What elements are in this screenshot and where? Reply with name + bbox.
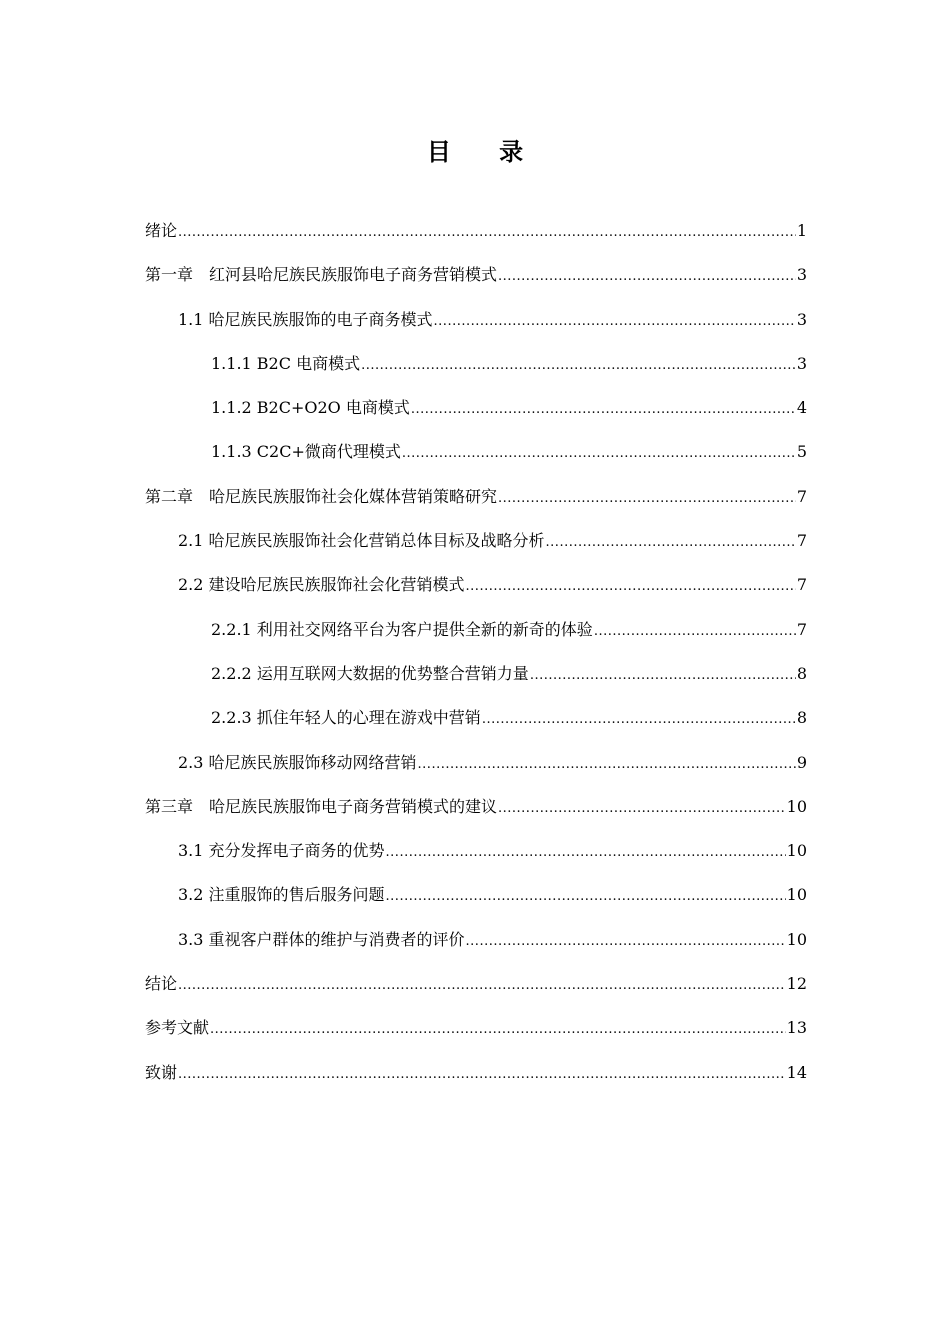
toc-entry[interactable] bbox=[145, 878, 807, 922]
toc-page-number: 10 bbox=[786, 841, 807, 861]
toc-dot-leader bbox=[498, 482, 796, 516]
toc-page-number: 14 bbox=[786, 1062, 807, 1082]
toc-entry[interactable] bbox=[145, 746, 807, 790]
toc-dot-leader bbox=[498, 260, 796, 294]
toc-entry[interactable] bbox=[145, 790, 807, 834]
toc-entry[interactable] bbox=[145, 701, 807, 745]
toc-entry[interactable] bbox=[145, 347, 807, 391]
toc-entry[interactable] bbox=[145, 1056, 807, 1100]
toc-entry[interactable] bbox=[145, 967, 807, 1011]
toc-dot-leader bbox=[411, 393, 796, 427]
toc-entry-text: 2.2.1 利用社交网络平台为客户提供全新的新奇的体验 bbox=[211, 619, 593, 639]
toc-dot-leader bbox=[466, 570, 796, 604]
toc-dot-leader bbox=[466, 925, 786, 959]
toc-entry-text: 第一章 红河县哈尼族民族服饰电子商务营销模式 bbox=[145, 265, 498, 285]
toc-dot-leader bbox=[434, 305, 796, 339]
toc-dot-leader bbox=[178, 969, 786, 1003]
toc-dot-leader bbox=[418, 748, 796, 782]
toc-entry-text: 3.1 充分发挥电子商务的优势 bbox=[178, 841, 385, 861]
toc-dot-leader bbox=[386, 836, 786, 870]
toc-entry[interactable] bbox=[145, 524, 807, 568]
toc-dot-leader bbox=[594, 615, 796, 649]
toc-entry[interactable] bbox=[145, 834, 807, 878]
toc-entry-text: 2.3 哈尼族民族服饰移动网络营销 bbox=[178, 752, 417, 772]
toc-dot-leader bbox=[402, 437, 796, 471]
toc-entry-text: 第二章 哈尼族民族服饰社会化媒体营销策略研究 bbox=[145, 486, 498, 506]
toc-entry-text: 参考文献 bbox=[145, 1018, 210, 1038]
toc-dot-leader bbox=[546, 526, 796, 560]
toc-list bbox=[145, 214, 807, 1100]
toc-entry-text: 1.1.1 B2C 电商模式 bbox=[211, 353, 361, 373]
toc-dot-leader bbox=[482, 703, 796, 737]
toc-page-number: 7 bbox=[796, 531, 807, 551]
toc-page-number: 3 bbox=[796, 265, 807, 285]
toc-dot-leader bbox=[361, 349, 796, 383]
toc-entry[interactable] bbox=[145, 303, 807, 347]
toc-page-number: 3 bbox=[796, 353, 807, 373]
toc-entry-text: 第三章 哈尼族民族服饰电子商务营销模式的建议 bbox=[145, 796, 498, 816]
toc-entry[interactable] bbox=[145, 435, 807, 479]
toc-entry[interactable] bbox=[145, 613, 807, 657]
toc-page-number: 7 bbox=[796, 619, 807, 639]
toc-page-number: 1 bbox=[796, 221, 807, 240]
toc-entry-text: 3.2 注重服饰的售后服务问题 bbox=[178, 885, 385, 905]
toc-entry-text: 2.2.2 运用互联网大数据的优势整合营销力量 bbox=[211, 663, 529, 683]
toc-page-number: 10 bbox=[786, 885, 807, 905]
toc-dot-leader bbox=[386, 880, 786, 914]
toc-entry-text: 3.3 重视客户群体的维护与消费者的评价 bbox=[178, 929, 465, 949]
toc-page-number: 9 bbox=[796, 752, 807, 772]
toc-page-number: 5 bbox=[796, 442, 807, 462]
toc-page-number: 8 bbox=[796, 708, 807, 728]
toc-entry-text: 1.1.2 B2C+O2O 电商模式 bbox=[211, 398, 410, 418]
toc-entry-text: 结论 bbox=[145, 974, 178, 994]
toc-entry[interactable] bbox=[145, 1011, 807, 1055]
toc-page-number: 7 bbox=[796, 575, 807, 595]
toc-dot-leader bbox=[498, 792, 786, 826]
toc-entry-text: 2.2.3 抓住年轻人的心理在游戏中营销 bbox=[211, 708, 481, 728]
toc-entry-text: 致谢 bbox=[145, 1062, 178, 1082]
toc-entry[interactable] bbox=[145, 214, 807, 258]
toc-entry-text: 绪论 bbox=[145, 221, 178, 240]
toc-dot-leader bbox=[178, 216, 796, 250]
toc-entry[interactable] bbox=[145, 657, 807, 701]
toc-entry-text: 2.1 哈尼族民族服饰社会化营销总体目标及战略分析 bbox=[178, 531, 545, 551]
toc-dot-leader bbox=[178, 1058, 786, 1092]
toc-page-number: 4 bbox=[796, 398, 807, 418]
toc-page-number: 7 bbox=[796, 486, 807, 506]
toc-page-number: 8 bbox=[796, 663, 807, 683]
toc-entry[interactable] bbox=[145, 391, 807, 435]
toc-entry-text: 1.1.3 C2C+微商代理模式 bbox=[211, 442, 401, 462]
toc-entry-text: 1.1 哈尼族民族服饰的电子商务模式 bbox=[178, 309, 433, 329]
toc-dot-leader bbox=[530, 659, 796, 693]
toc-entry[interactable] bbox=[145, 568, 807, 612]
toc-page-number: 3 bbox=[796, 309, 807, 329]
toc-entry[interactable] bbox=[145, 923, 807, 967]
toc-page-number: 10 bbox=[786, 929, 807, 949]
toc-title: 目 录 bbox=[426, 138, 544, 166]
toc-entry-text: 2.2 建设哈尼族民族服饰社会化营销模式 bbox=[178, 575, 465, 595]
toc-page-number: 13 bbox=[786, 1018, 807, 1038]
toc-dot-leader bbox=[210, 1013, 786, 1047]
toc-page-number: 12 bbox=[786, 974, 807, 994]
toc-entry[interactable] bbox=[145, 258, 807, 302]
toc-page-number: 10 bbox=[786, 796, 807, 816]
toc-entry[interactable] bbox=[145, 480, 807, 524]
